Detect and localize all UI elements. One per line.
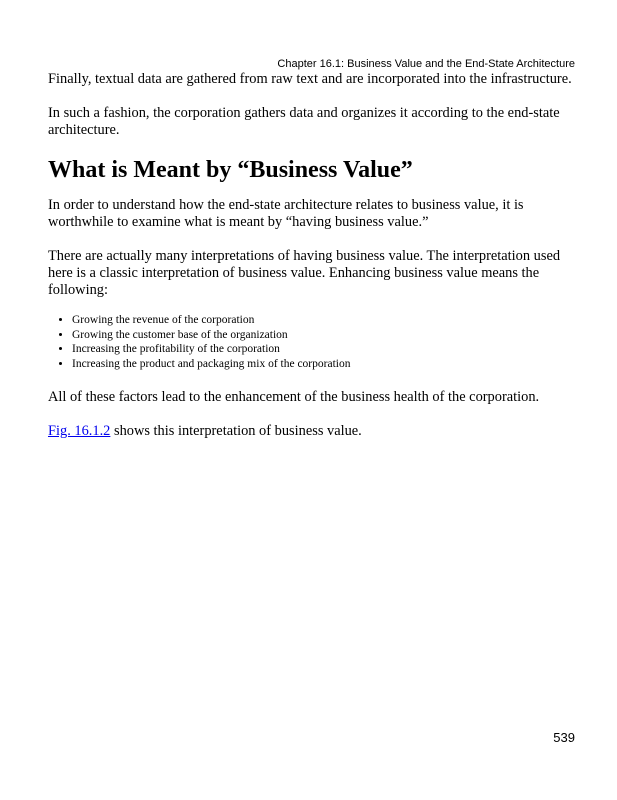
page-content xyxy=(48,71,578,457)
paragraph-interpretations: There are actually many interpretations of having business value. The interpretation used here is a classic interpretation of business value. Enhancing business value means the following: xyxy=(48,248,561,298)
section-heading: What is Meant by “Business Value” xyxy=(48,157,413,183)
list-item: • Growing the revenue of the corporation xyxy=(72,313,578,328)
paragraph-textual-data: Finally, textual data are gathered from raw text and are incorporated into the infrastructure. xyxy=(48,71,572,87)
business-value-list xyxy=(48,313,578,371)
paragraph-understand-value: In order to understand how the end-state architecture relates to business value, it is worthwhile to examine what is meant by “having business value.” xyxy=(48,197,524,230)
paragraph-organizes-data: In such a fashion, the corporation gathers data and organizes it according to the end-state architecture. xyxy=(48,105,560,138)
figure-reference-text: shows this interpretation of business value. xyxy=(110,423,362,439)
running-header: Chapter 16.1: Business Value and the End-State Architecture xyxy=(277,58,575,70)
paragraph-factors: All of these factors lead to the enhancement of the business health of the corporation. xyxy=(48,389,540,405)
list-item: • Increasing the product and packaging mix of the corporation xyxy=(72,357,578,372)
paragraph-figure-reference xyxy=(48,423,578,440)
list-item: • Increasing the profitability of the corporation xyxy=(72,342,578,357)
figure-link[interactable]: Fig. 16.1.2 xyxy=(48,423,111,439)
list-item: • Growing the customer base of the organization xyxy=(72,328,578,343)
page-number: 539 xyxy=(553,730,575,745)
